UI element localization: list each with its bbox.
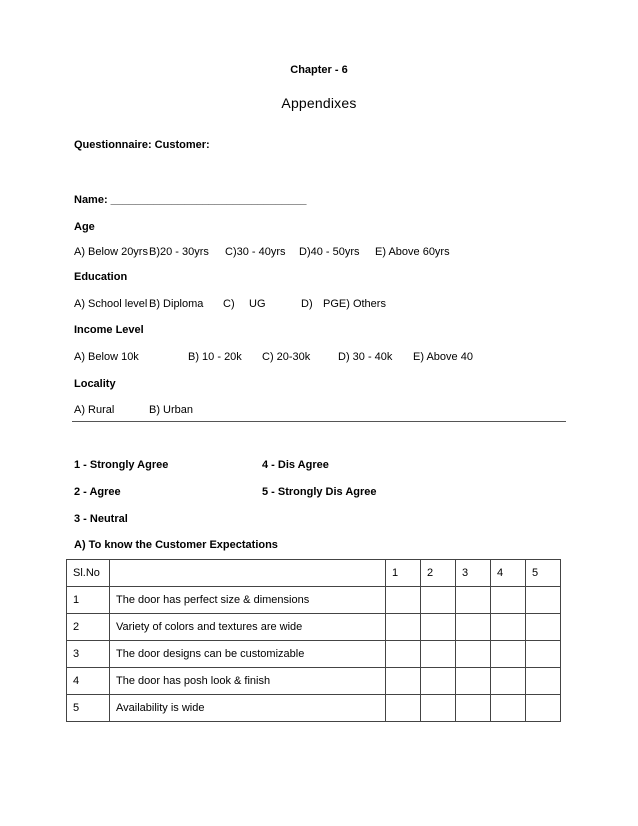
rating-cell[interactable] <box>526 668 561 695</box>
locality-option-a: A) Rural <box>74 404 115 416</box>
table-row <box>67 695 561 722</box>
header-rating-3: 3 <box>456 560 491 587</box>
rating-cell[interactable] <box>456 668 491 695</box>
age-option-a: A) Below 20yrs <box>74 246 148 258</box>
section-divider <box>72 421 566 422</box>
scale-strongly-agree: 1 - Strongly Agree <box>74 459 169 471</box>
header-rating-2: 2 <box>421 560 456 587</box>
age-option-d: D)40 - 50yrs <box>299 246 360 258</box>
header-rating-5: 5 <box>526 560 561 587</box>
rating-cell[interactable] <box>491 614 526 641</box>
rating-cell[interactable] <box>526 695 561 722</box>
rating-cell[interactable] <box>421 668 456 695</box>
age-option-c: C)30 - 40yrs <box>225 246 286 258</box>
rating-cell[interactable] <box>491 641 526 668</box>
expectations-table <box>66 559 561 722</box>
rating-cell[interactable] <box>491 587 526 614</box>
scale-neutral: 3 - Neutral <box>74 513 128 525</box>
rating-cell[interactable] <box>386 641 421 668</box>
rating-cell[interactable] <box>386 668 421 695</box>
rating-cell[interactable] <box>526 614 561 641</box>
age-label: Age <box>74 221 95 233</box>
income-option-c: C) 20-30k <box>262 351 311 363</box>
scale-agree: 2 - Agree <box>74 486 121 498</box>
header-rating-1: 1 <box>386 560 421 587</box>
education-option-b: B) Diploma <box>149 298 204 310</box>
rating-cell[interactable] <box>421 641 456 668</box>
education-label: Education <box>74 271 128 283</box>
education-option-c: C) <box>223 298 235 310</box>
income-option-d: D) 30 - 40k <box>338 351 393 363</box>
chapter-label: Chapter - 6 <box>290 64 348 76</box>
table-row <box>67 614 561 641</box>
section-a-heading: A) To know the Customer Expectations <box>74 539 278 551</box>
table-row <box>67 668 561 695</box>
row-number: 3 <box>67 641 110 668</box>
name-field-line: Name: ________________________________ <box>74 194 307 206</box>
rating-cell[interactable] <box>526 641 561 668</box>
row-number: 2 <box>67 614 110 641</box>
rating-cell[interactable] <box>491 695 526 722</box>
row-number: 1 <box>67 587 110 614</box>
row-number: 5 <box>67 695 110 722</box>
rating-cell[interactable] <box>421 587 456 614</box>
questionnaire-title: Questionnaire: Customer: <box>74 139 210 151</box>
row-number: 4 <box>67 668 110 695</box>
table-row <box>67 641 561 668</box>
education-option-d: D) <box>301 298 313 310</box>
header-slno: Sl.No <box>67 560 110 587</box>
age-option-e: E) Above 60yrs <box>375 246 450 258</box>
table-header-row <box>67 560 561 587</box>
rating-cell[interactable] <box>526 587 561 614</box>
rating-cell[interactable] <box>456 614 491 641</box>
rating-cell[interactable] <box>421 614 456 641</box>
rating-cell[interactable] <box>456 587 491 614</box>
row-statement: The door has posh look & finish <box>110 668 386 695</box>
header-rating-4: 4 <box>491 560 526 587</box>
rating-cell[interactable] <box>456 641 491 668</box>
scale-strongly-disagree: 5 - Strongly Dis Agree <box>262 486 377 498</box>
education-option-ug: UG <box>249 298 266 310</box>
row-statement: Variety of colors and textures are wide <box>110 614 386 641</box>
rating-cell[interactable] <box>421 695 456 722</box>
rating-cell[interactable] <box>386 614 421 641</box>
rating-cell[interactable] <box>386 587 421 614</box>
income-option-a: A) Below 10k <box>74 351 139 363</box>
income-option-b: B) 10 - 20k <box>188 351 242 363</box>
income-option-e: E) Above 40 <box>413 351 473 363</box>
locality-label: Locality <box>74 378 116 390</box>
rating-cell[interactable] <box>491 668 526 695</box>
table-row <box>67 587 561 614</box>
education-option-e: PGE) Others <box>323 298 386 310</box>
locality-option-b: B) Urban <box>149 404 194 416</box>
education-option-a: A) School level <box>74 298 148 310</box>
header-statement <box>110 560 386 587</box>
rating-cell[interactable] <box>456 695 491 722</box>
row-statement: Availability is wide <box>110 695 386 722</box>
row-statement: The door has perfect size & dimensions <box>110 587 386 614</box>
scale-disagree: 4 - Dis Agree <box>262 459 329 471</box>
rating-cell[interactable] <box>386 695 421 722</box>
page-title: Appendixes <box>281 95 357 111</box>
income-label: Income Level <box>74 324 144 336</box>
age-option-b: B)20 - 30yrs <box>149 246 209 258</box>
row-statement: The door designs can be customizable <box>110 641 386 668</box>
